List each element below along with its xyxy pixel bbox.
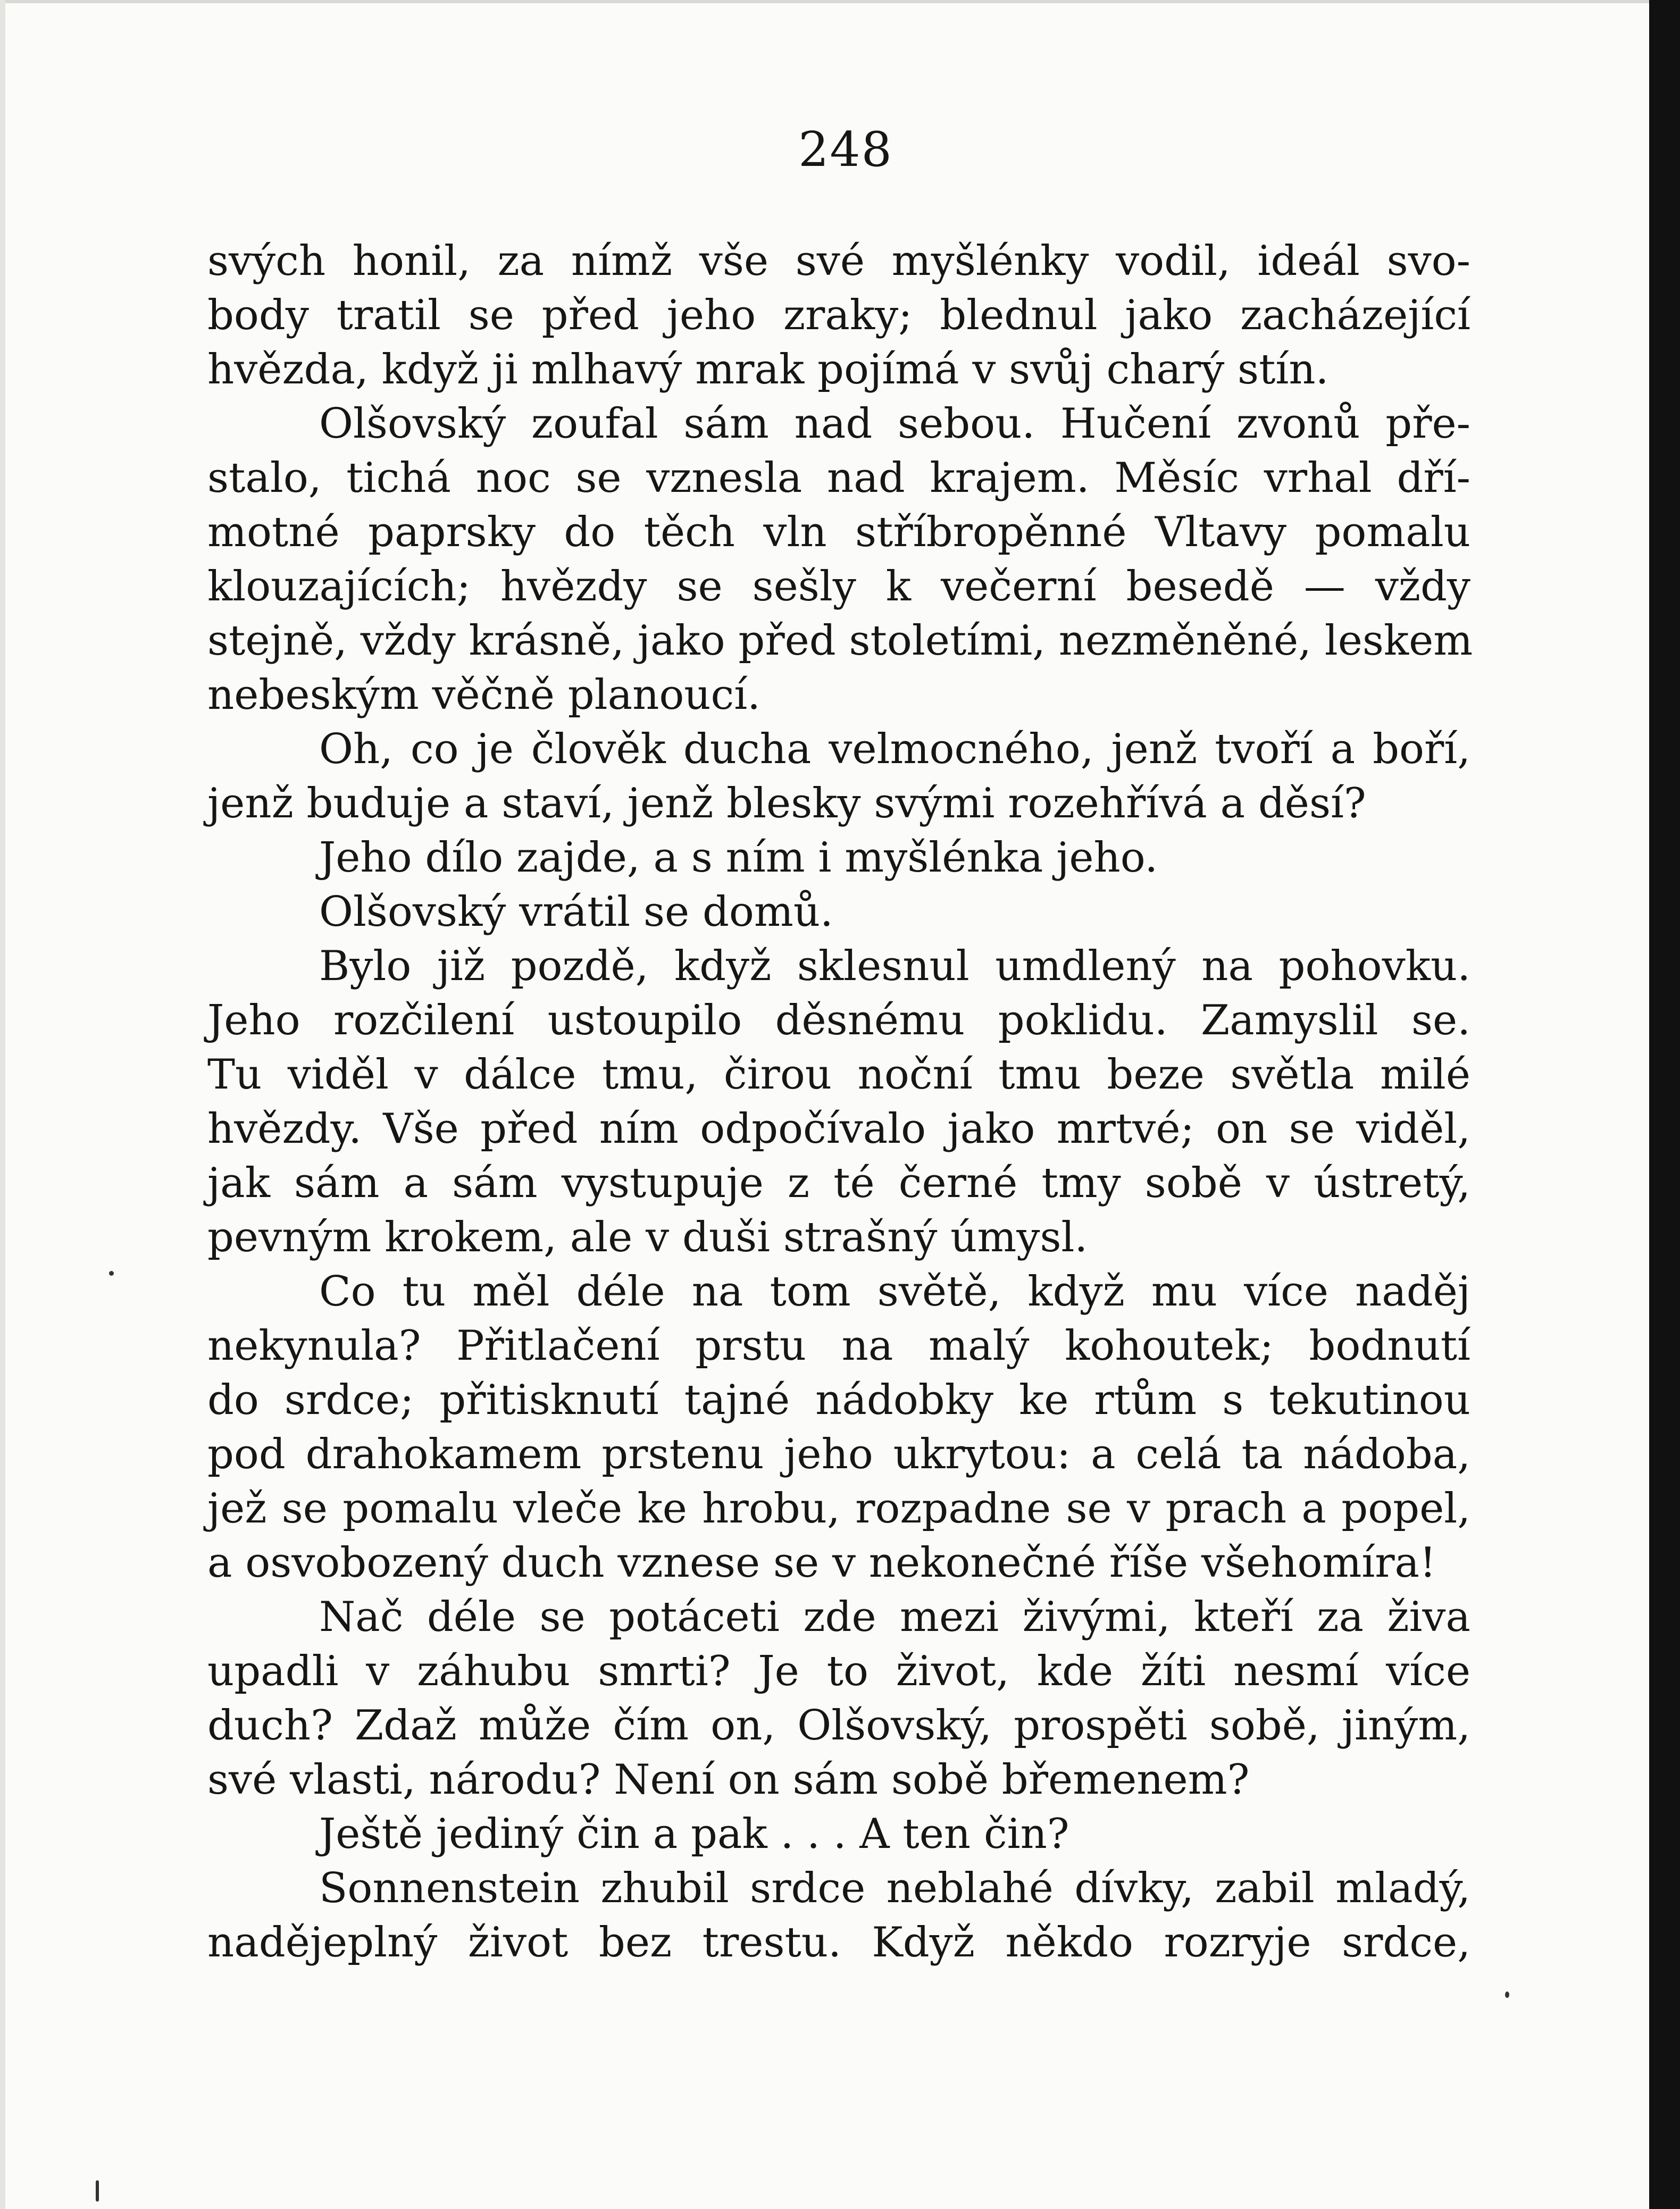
text-line: jak sám a sám vystupuje z té černé tmy sobě v ústretý,: [207, 1159, 1470, 1207]
scan-speck: [1505, 1992, 1509, 1998]
text-line: hvězda, když ji mlhavý mrak pojímá v svůj charý stín.: [207, 346, 1329, 394]
scan-edge-top: [0, 0, 1680, 3]
text-line: Bylo již pozdě, když sklesnul umdlený na pohovku.: [319, 942, 1470, 990]
text-line: svých honil, za nímž vše své myšlénky vodil, ideál svo-: [207, 237, 1470, 285]
text-line: klouzajících; hvězdy se sešly k večerní besedě — vždy: [207, 563, 1470, 610]
text-line: jenž buduje a staví, jenž blesky svými rozehřívá a děsí?: [207, 780, 1366, 827]
text-line: do srdce; přitisknutí tajné nádobky ke rtům s tekutinou: [207, 1376, 1470, 1424]
text-line: nadějeplný život bez trestu. Když někdo rozryje srdce,: [207, 1919, 1470, 1967]
text-line: jež se pomalu vleče ke hrobu, rozpadne se v prach a popel,: [207, 1485, 1470, 1533]
text-line: Sonnenstein zhubil srdce neblahé dívky, zabil mladý,: [319, 1864, 1470, 1912]
scan-edge-left: [0, 0, 5, 2209]
text-line: Nač déle se potáceti zde mezi živými, kteří za živa: [319, 1593, 1470, 1641]
text-line: nebeským věčně planoucí.: [207, 671, 760, 719]
text-line: stejně, vždy krásně, jako před stoletími, nezměněné, leskem: [207, 617, 1473, 665]
scan-edge-right: [1649, 0, 1680, 2209]
text-line: motné paprsky do těch vln stříbropěnné Vltavy pomalu: [207, 508, 1470, 556]
text-line: upadli v záhubu smrti? Je to život, kde žíti nesmí více: [207, 1647, 1470, 1695]
scan-speck: [96, 2180, 99, 2202]
text-line: Jeho rozčilení ustoupilo děsnému poklidu. Zamyslil se.: [207, 997, 1470, 1044]
body-text: [207, 234, 1473, 1970]
text-line: Oh, co je člověk ducha velmocného, jenž tvoří a boří,: [319, 725, 1470, 773]
text-line: Jeho dílo zajde, a s ním i myšlénka jeho.: [319, 834, 1158, 882]
text-line: pevným krokem, ale v duši strašný úmysl.: [207, 1214, 1088, 1261]
text-line: Co tu měl déle na tom světě, když mu více naděj: [319, 1268, 1470, 1316]
scan-speck: [109, 1271, 114, 1276]
page-number: 248: [798, 122, 893, 178]
text-line: a osvobozený duch vznese se v nekonečné říše všehomíra!: [207, 1539, 1436, 1587]
text-line: duch? Zdaž může čím on, Olšovský, prospěti sobě, jiným,: [207, 1702, 1470, 1750]
text-line: nekynula? Přitlačení prstu na malý kohoutek; bodnutí: [207, 1322, 1470, 1370]
text-line: Tu viděl v dálce tmu, čirou noční tmu beze světla milé: [207, 1051, 1470, 1099]
text-line: Olšovský zoufal sám nad sebou. Hučení zvonů pře-: [319, 400, 1470, 448]
text-line: Olšovský vrátil se domů.: [319, 888, 833, 936]
text-line: pod drahokamem prstenu jeho ukrytou: a celá ta nádoba,: [207, 1430, 1470, 1478]
text-line: hvězdy. Vše před ním odpočívalo jako mrtvé; on se viděl,: [207, 1105, 1470, 1153]
text-line: své vlasti, národu? Není on sám sobě břemenem?: [207, 1756, 1250, 1804]
text-line: body tratil se před jeho zraky; blednul jako zacházející: [207, 291, 1470, 339]
text-line: Ještě jediný čin a pak . . . A ten čin?: [319, 1810, 1069, 1858]
text-line: stalo, tichá noc se vznesla nad krajem. Měsíc vrhal dří-: [207, 454, 1470, 502]
